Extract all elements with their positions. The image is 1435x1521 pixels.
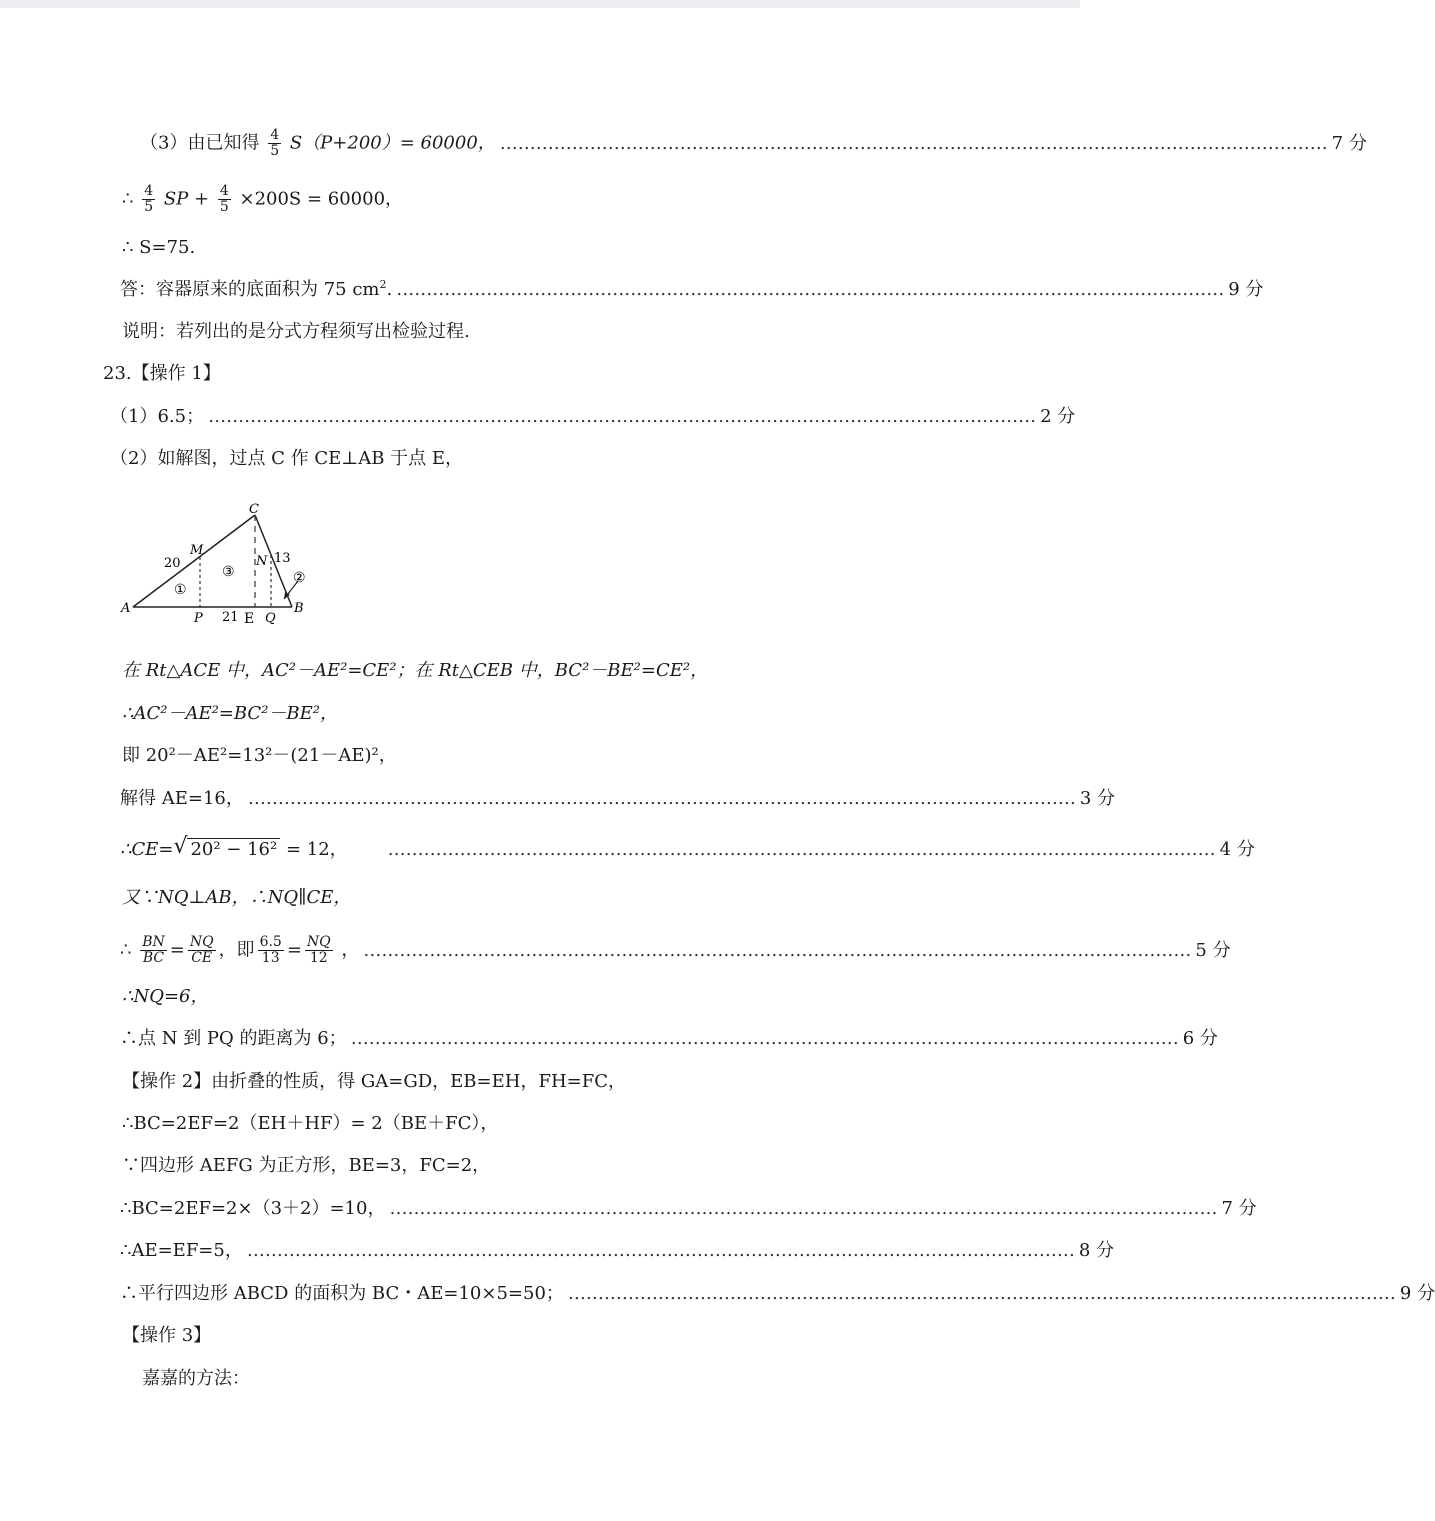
line-op2-bc-value	[120, 1197, 1257, 1221]
connector: ，即	[218, 939, 255, 961]
leader-dots: …………………………………………………………………………………………………………………………	[499, 132, 1328, 154]
superscript: 2	[379, 278, 387, 291]
leader-dots: …………………………………………………………………………………………………………………………	[567, 1283, 1396, 1304]
text	[120, 278, 392, 302]
denominator: 5	[270, 143, 280, 159]
leader-dots: …………………………………………………………………………………………………………………………	[208, 406, 1037, 427]
score: 9 分	[1228, 279, 1264, 300]
leader-dots: …………………………………………………………………………………………………………………………	[350, 1028, 1179, 1049]
line-expand	[122, 184, 403, 215]
line-op2-bc: ∴BC=2EF=2（EH＋HF）= 2（BE＋FC），	[122, 1113, 499, 1134]
answer-text: 答：容器原来的底面积为 75 cm	[120, 279, 380, 300]
label-N: N	[256, 554, 268, 569]
radicand: 20² − 16²	[187, 838, 280, 860]
numerator: 4	[219, 183, 229, 199]
score: 3 分	[1079, 788, 1116, 809]
numerator: BN	[142, 934, 165, 950]
text: ∴BC=2EF=2×（3＋2）=10，	[120, 1198, 386, 1219]
line-op1-part2: （2）如解图，过点 C 作 CE⊥AB 于点 E，	[110, 448, 464, 469]
line-distance	[120, 1027, 1218, 1051]
equation: S（P+200）= 60000，	[289, 132, 496, 154]
line-substitute: 即 20²－AE²=13²－(21－AE)²，	[122, 745, 397, 766]
label-P: P	[194, 611, 203, 626]
triangle-figure	[118, 495, 338, 630]
fraction-65-13	[258, 935, 284, 966]
line-op1-part1	[110, 405, 1076, 429]
line-solve-ae	[120, 787, 1116, 811]
comma: ，	[341, 939, 360, 961]
period: .	[386, 279, 393, 300]
line-note: 说明：若列出的是分式方程须写出检验过程.	[122, 321, 470, 342]
region-3: ③	[222, 564, 235, 580]
therefore: ∴	[120, 939, 132, 961]
leader-dots: …………………………………………………………………………………………………………………………	[396, 279, 1225, 300]
text: ∴点 N 到 PQ 的距离为 6；	[120, 1028, 347, 1049]
denominator: 5	[144, 199, 154, 215]
line-jiajia-method: 嘉嘉的方法：	[142, 1368, 250, 1389]
label-M: M	[190, 543, 204, 558]
fraction-2	[218, 184, 231, 215]
region-2: ②	[293, 570, 306, 586]
fraction	[268, 128, 281, 159]
denominator: 5	[219, 199, 229, 215]
score: 5 分	[1195, 939, 1231, 961]
text: ∴AE=EF=5，	[120, 1240, 243, 1261]
question-23-heading: 23.【操作 1】	[103, 363, 221, 384]
region-1: ①	[174, 582, 187, 598]
score: 2 分	[1040, 406, 1076, 427]
line-ce-value	[120, 834, 1255, 862]
text	[120, 834, 348, 862]
denominator: BC	[142, 950, 165, 966]
op3-heading: 【操作 3】	[122, 1325, 212, 1346]
text: 解得 AE=16，	[120, 788, 244, 809]
equals: =	[286, 939, 302, 961]
text	[120, 935, 359, 966]
length-AC: 20	[164, 556, 181, 571]
label-A: A	[121, 601, 131, 616]
line-answer	[120, 278, 1264, 302]
result: = 12，	[285, 839, 348, 860]
leader-dots: …………………………………………………………………………………………………………………………	[389, 1198, 1218, 1219]
radical-sign: √	[173, 834, 188, 859]
line-part3-given	[140, 127, 1367, 159]
denominator: 13	[261, 950, 280, 966]
score: 8 分	[1078, 1240, 1115, 1261]
numerator: 6.5	[259, 934, 282, 950]
line-s-value: ∴ S=75.	[122, 237, 196, 258]
prefix: （3）由已知得	[140, 132, 260, 154]
equals: =	[169, 939, 185, 961]
line-op2-area	[120, 1282, 1435, 1306]
square-root	[173, 834, 280, 862]
text	[140, 128, 496, 159]
side-AC	[133, 515, 255, 607]
line-op2-fold: 【操作 2】由折叠的性质，得 GA=GD，EB=EH，FH=FC，	[122, 1071, 626, 1092]
score: 9 分	[1399, 1283, 1435, 1304]
score: 6 分	[1182, 1028, 1218, 1049]
score: 7 分	[1331, 132, 1367, 154]
length-AB: 21	[222, 610, 239, 625]
line-equate: ∴AC²－AE²=BC²－BE²，	[122, 703, 339, 724]
line-op2-ae	[120, 1239, 1115, 1263]
line-nq-value: ∴NQ=6，	[122, 986, 209, 1007]
fraction-nq-ce	[188, 935, 216, 966]
tail: ×200S = 60000，	[239, 188, 404, 210]
text: ∴平行四边形 ABCD 的面积为 BC・AE=10×5=50；	[120, 1283, 564, 1304]
leader-dots: …………………………………………………………………………………………………………………………	[247, 788, 1076, 809]
fraction-bn-bc	[140, 935, 167, 966]
score: 7 分	[1221, 1198, 1257, 1219]
line-op2-square: ∵四边形 AEFG 为正方形，BE=3，FC=2，	[122, 1155, 491, 1176]
term: SP +	[163, 188, 210, 210]
label-Q: Q	[265, 611, 276, 626]
length-BC: 13	[274, 551, 291, 566]
leader-dots: …………………………………………………………………………………………………………………………	[387, 839, 1216, 860]
label-B: B	[294, 601, 304, 616]
leader-dots: …………………………………………………………………………………………………………………………	[363, 939, 1192, 961]
leader-dots: …………………………………………………………………………………………………………………………	[246, 1240, 1075, 1261]
fraction-nq-12	[305, 935, 333, 966]
text: （1）6.5；	[110, 406, 205, 427]
denominator: CE	[191, 950, 213, 966]
therefore: ∴	[122, 188, 134, 210]
label-E: E	[244, 611, 255, 627]
line-parallel: 又∵NQ⊥AB，∴NQ∥CE，	[122, 887, 352, 908]
line-ratio	[120, 934, 1231, 966]
fraction-1	[142, 184, 155, 215]
numerator: 4	[270, 127, 280, 143]
denominator: 12	[309, 950, 328, 966]
top-bar	[0, 0, 1080, 8]
numerator: 4	[144, 183, 154, 199]
line-pythagoras: 在 Rt△ACE 中，AC²－AE²=CE²；在 Rt△CEB 中，BC²－BE²=CE²，	[122, 660, 709, 681]
numerator: NQ	[189, 934, 214, 950]
score: 4 分	[1219, 839, 1255, 860]
label-C: C	[249, 502, 259, 517]
numerator: NQ	[306, 934, 331, 950]
prefix: ∴CE=	[120, 839, 174, 860]
